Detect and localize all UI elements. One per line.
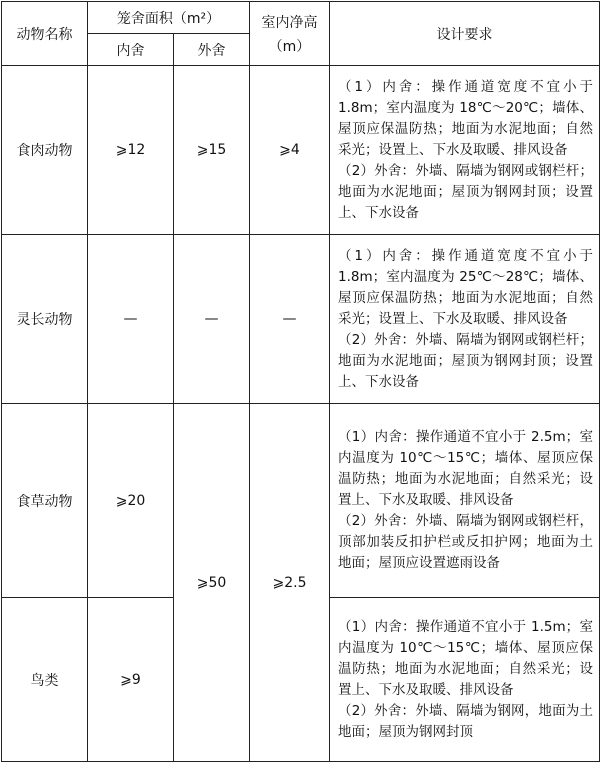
inner-area-cell: ⩾12: [88, 66, 174, 235]
header-inner: 内舍: [88, 34, 174, 66]
animal-name-cell: 鸟类: [2, 598, 88, 762]
header-outer: 外舍: [174, 34, 250, 66]
requirement-outer: （2）外舍：外墙、隔墙为钢网或钢栏杆；地面为水泥地面；屋顶为钢网封顶；设置上、下水设备: [338, 331, 593, 390]
header-cage-area: 笼舍面积（m²）: [88, 2, 250, 34]
animal-name-cell: 食草动物: [2, 404, 88, 598]
height-cell: —: [250, 235, 330, 404]
requirements-cell: [330, 598, 600, 762]
requirements-cell: [330, 235, 600, 404]
outer-area-shared-cell: ⩾50: [174, 404, 250, 762]
animal-name-cell: 灵长动物: [2, 235, 88, 404]
header-height: [250, 2, 330, 66]
outer-area-cell: —: [174, 235, 250, 404]
header-requirements: 设计要求: [330, 2, 600, 66]
cage-requirements-table: [1, 1, 600, 762]
requirement-inner: （1）内舍：操作通道宽度不宜小于 1.8m；室内温度为 25℃～28℃；墙体、屋顶应保温防热；地面为水泥地面；自然采光；设置上、下水及取暖、排风设备: [338, 247, 593, 327]
requirements-cell: [330, 404, 600, 598]
requirement-inner: （1）内舍：操作通道不宜小于 1.5m；室内温度为 10℃～15℃；墙体、屋顶应保温防热；地面为水泥地面；自然采光；设置上、下水及取暖、排风设备: [338, 618, 593, 698]
requirement-inner: （1）内舍：操作通道宽度不宜小于 1.8m；室内温度为 18℃～20℃；墙体、屋顶应保温防热；地面为水泥地面；自然采光；设置上、下水及取暖、排风设备: [338, 78, 593, 158]
inner-area-cell: ⩾20: [88, 404, 174, 598]
requirement-outer: （2）外舍：外墙、隔墙为钢网或钢栏杆，顶部加装反扣护栏或反扣护网；地面为土地面；屋顶应设置遮雨设备: [338, 513, 593, 571]
requirement-inner: （1）内舍：操作通道不宜小于 2.5m；室内温度为 10℃～15℃；墙体、屋顶应保温防热；地面为水泥地面；自然采光；设置上、下水及取暖、排风设备: [338, 429, 593, 508]
table-row: [2, 66, 600, 235]
height-shared-cell: ⩾2.5: [250, 404, 330, 762]
height-cell: ⩾4: [250, 66, 330, 235]
inner-area-cell: —: [88, 235, 174, 404]
requirement-outer: （2）外舍：外墙、隔墙为钢网，地面为土地面；屋顶为钢网封顶: [338, 702, 593, 740]
outer-area-cell: ⩾15: [174, 66, 250, 235]
table-row: [2, 235, 600, 404]
requirements-cell: [330, 66, 600, 235]
table-row: [2, 404, 600, 598]
inner-area-cell: ⩾9: [88, 598, 174, 762]
animal-name-cell: 食肉动物: [2, 66, 88, 235]
header-animal-name: 动物名称: [2, 2, 88, 66]
header-height-unit: （m）: [268, 38, 311, 55]
requirement-outer: （2）外舍：外墙、隔墙为钢网或钢栏杆；地面为水泥地面；屋顶为钢网封顶；设置上、下水设备: [338, 162, 593, 221]
header-height-label: 室内净高: [261, 14, 318, 31]
